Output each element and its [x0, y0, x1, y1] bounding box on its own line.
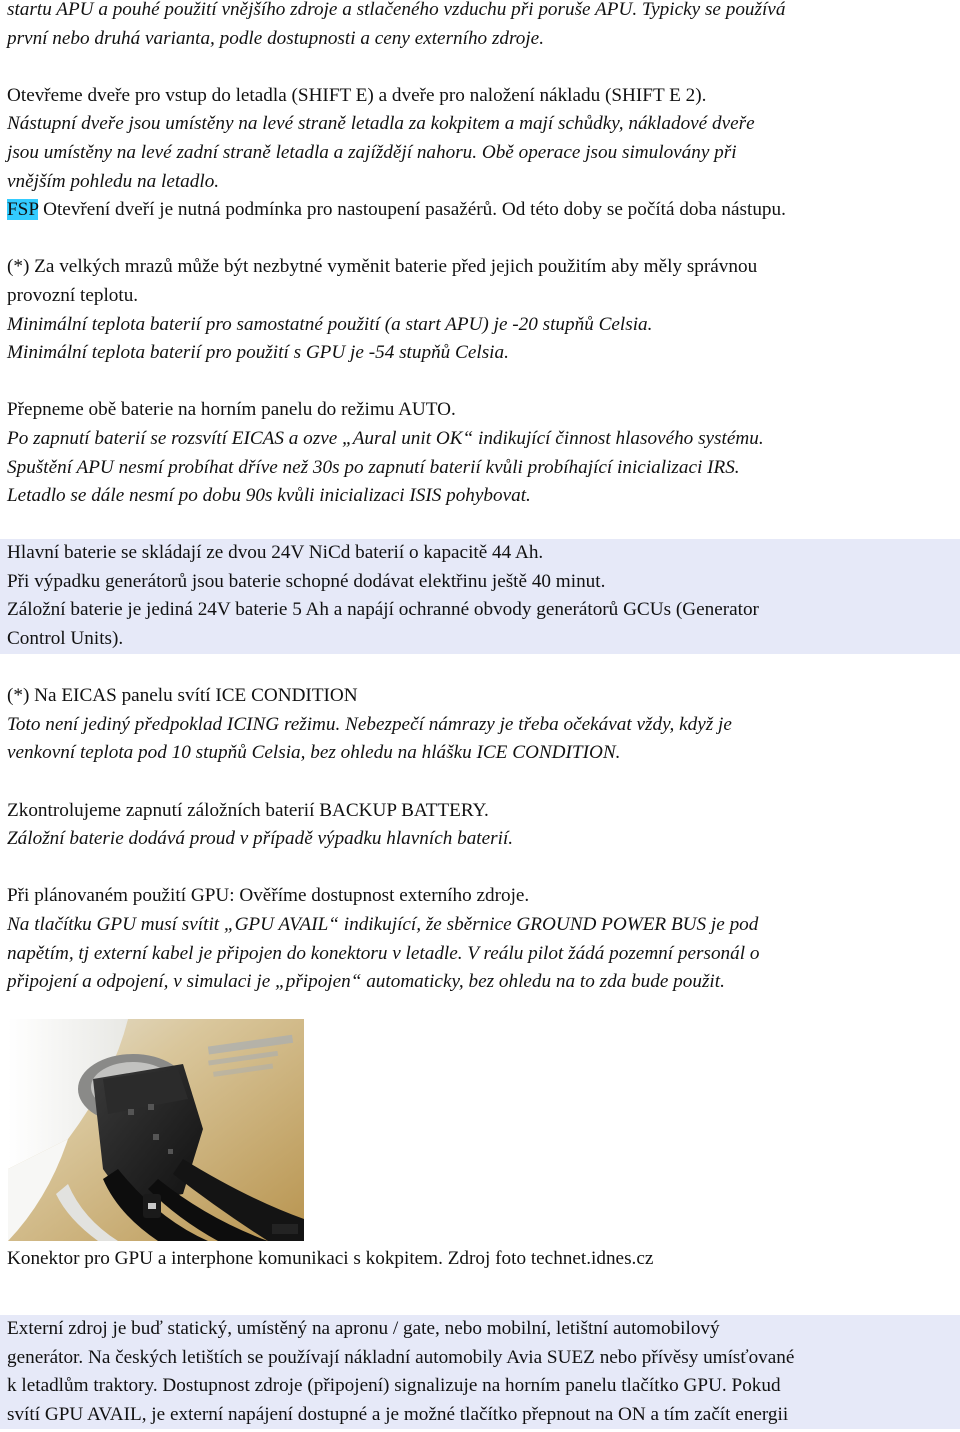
fsp-note-text: Otevření dveří je nutná podmínka pro nastoupení pasažérů. Od této doby se počítá doba nástupu. [38, 199, 786, 221]
battery-auto-line-2: Po zapnutí baterií se rozsvítí EICAS a ozve „Aural unit OK“ indikující činnost hlasového systému. [7, 427, 764, 449]
battery-temp-line-1: (*) Za velkých mrazů může být nezbytné vyměnit baterie před jejich použitím aby měly správnou [7, 256, 758, 278]
fsp-note [7, 196, 955, 225]
external-line-3: k letadlům traktory. Dostupnost zdroje (připojení) signalizuje na horním panelu tlačítko GPU. Pokud [7, 1375, 781, 1397]
external-line-1: Externí zdroj je buď statický, umístěný na apronu / gate, nebo mobilní, letištní automobilový [7, 1317, 720, 1339]
gpu-connector-photo [8, 1019, 304, 1241]
backup-line-2: Záložní baterie dodává proud v případě výpadku hlavních baterií. [7, 828, 514, 850]
doors-line-3: jsou umístěny na levé zadní straně letadla a zajíždějí nahoru. Obě operace jsou simulovány při [7, 141, 737, 163]
doors-line-1: Otevřeme dveře pro vstup do letadla (SHIFT E) a dveře pro naložení nákladu (SHIFT E 2). [7, 84, 707, 106]
spacer [7, 511, 955, 540]
battery-auto-line-1: Přepneme obě baterie na horním panelu do režimu AUTO. [7, 399, 456, 421]
photo-caption: Konektor pro GPU a interphone komunikaci s kokpitem. Zdroj foto technet.idnes.cz [7, 1247, 654, 1269]
spacer [7, 225, 955, 254]
backup-line-1: Zkontrolujeme zapnutí záložních baterií BACKUP BATTERY. [7, 799, 489, 821]
spacer [7, 1273, 955, 1302]
battery-auto-line-4: Letadlo se dále nesmí po dobu 90s kvůli inicializaci ISIS pohybovat. [7, 485, 531, 507]
doors-line-4: vnějším pohledu na letadlo. [7, 170, 220, 192]
battery-info-line-3: Záložní baterie je jediná 24V baterie 5 Ah a napájí ochranné obvody generátorů GCUs (Generator [7, 599, 759, 621]
external-line-4: svítí GPU AVAIL, je externí napájení dostupné a je možné tlačítko přepnout na ON a tím začít energii [7, 1403, 789, 1425]
battery-temp-line-2: provozní teplotu. [7, 284, 139, 306]
battery-info-line-2: Při výpadku generátorů jsou baterie schopné dodávat elektřinu ještě 40 minut. [7, 570, 606, 592]
spacer [7, 654, 955, 683]
gpu-line-4: připojení a odpojení, v simulaci je „připojen“ automaticky, bez ohledu na to zda bude použit. [7, 971, 725, 993]
document-page [7, 0, 955, 1429]
battery-info-line-1: Hlavní baterie se skládají ze dvou 24V NiCd baterií o kapacitě 44 Ah. [7, 542, 544, 564]
ice-line-1: (*) Na EICAS panelu svítí ICE CONDITION [7, 685, 358, 707]
intro-line-2: první nebo druhá varianta, podle dostupnosti a ceny externího zdroje. [7, 27, 544, 49]
battery-temp-line-3: Minimální teplota baterií pro samostatné použití (a start APU) je -20 stupňů Celsia. [7, 313, 653, 335]
battery-temp-line-4: Minimální teplota baterií pro použití s GPU je -54 stupňů Celsia. [7, 342, 509, 364]
external-source-box [0, 1315, 960, 1429]
ice-line-3: venkovní teplota pod 10 stupňů Celsia, bez ohledu na hlášku ICE CONDITION. [7, 742, 621, 764]
gpu-connector-image [8, 1019, 304, 1241]
doors-line-2: Nástupní dveře jsou umístěny na levé straně letadla za kokpitem a mají schůdky, nákladové dveře [7, 113, 755, 135]
spacer [7, 53, 955, 82]
spacer [7, 854, 955, 883]
ice-line-2: Toto není jediný předpoklad ICING režimu. Nebezpečí námrazy je třeba očekávat vždy, když je [7, 713, 732, 735]
fsp-tag: FSP [7, 199, 39, 221]
battery-info-line-4: Control Units). [7, 628, 124, 650]
gpu-line-1: Při plánovaném použití GPU: Ověříme dostupnost externího zdroje. [7, 885, 530, 907]
gpu-line-2: Na tlačítku GPU musí svítit „GPU AVAIL“ indikující, že sběrnice GROUND POWER BUS je pod [7, 914, 759, 935]
battery-info-box [0, 539, 960, 653]
spacer [7, 1302, 955, 1315]
battery-auto-line-3: Spuštění APU nesmí probíhat dříve než 30s po zapnutí baterií kvůli probíhající inicializaci IRS. [7, 456, 740, 478]
intro-line-1: startu APU a pouhé použití vnějšího zdroje a stlačeného vzduchu při poruše APU. Typicky se používá [7, 0, 786, 20]
external-line-2: generátor. Na českých letištích se používají nákladní automobily Avia SUEZ nebo přívěsy umísťované [7, 1346, 795, 1368]
spacer [7, 368, 955, 397]
spacer [7, 768, 955, 797]
gpu-line-3: napětím, tj externí kabel je připojen do konektoru v letadle. V reálu pilot žádá pozemní personál o [7, 942, 760, 964]
